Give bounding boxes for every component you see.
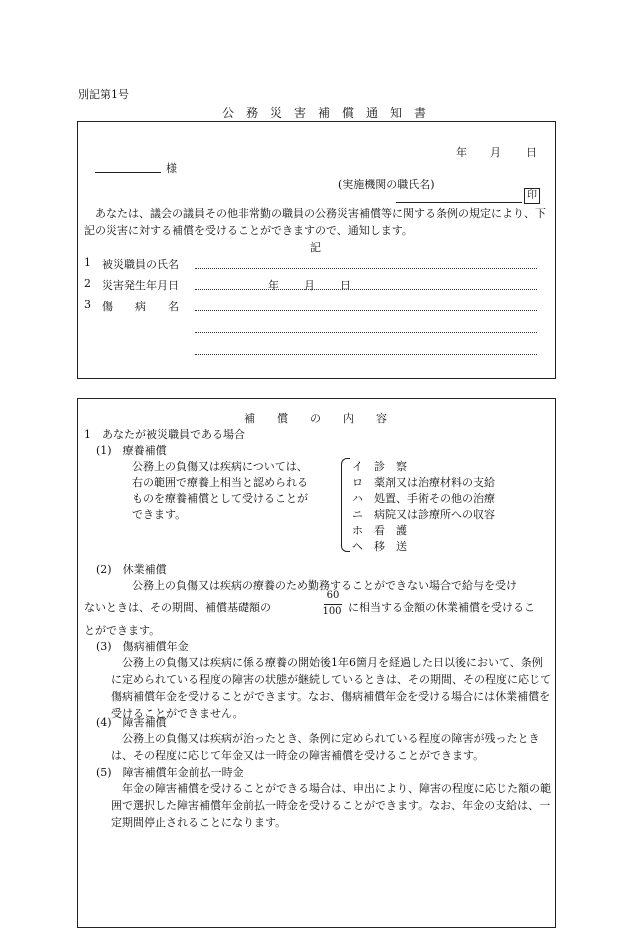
medical-list-2: ロ 薬剤又は治療材料の支給 xyxy=(352,476,495,489)
medical-list-6: ヘ 移 送 xyxy=(352,540,407,553)
fraction-bar xyxy=(324,604,342,605)
section-1-title: 1 あなたが被災職員である場合 xyxy=(84,428,245,441)
item-2-year: 年 xyxy=(268,279,279,292)
leave-line-2-before: ないときは、その期間、補償基礎額の xyxy=(84,601,271,614)
medical-list-1: イ 診 察 xyxy=(352,460,407,473)
compensation-box xyxy=(77,398,556,928)
seal-mark: 印 xyxy=(524,188,540,204)
leave-line-3: とができます。 xyxy=(84,624,161,637)
medical-title: (1) 療養補償 xyxy=(96,444,167,457)
item-2-num: 2 xyxy=(84,277,91,290)
disability-title: (4) 障害補償 xyxy=(96,716,167,729)
pension-title: (3) 傷病補償年金 xyxy=(96,640,189,653)
medical-text-1: 公務上の負傷又は疾病については、 xyxy=(132,460,308,473)
disability-text: 公務上の負傷又は疾病が治ったとき、条例に定められている程度の障害が残ったときは、その程度に応じて年金又は一時金の障害補償を受けることができます。 xyxy=(111,732,540,762)
item-3-label: 傷 病 名 xyxy=(102,300,179,313)
item-3-field-3[interactable] xyxy=(195,354,537,355)
lump-sum-title: (5) 障害補償年金前払一時金 xyxy=(96,766,244,779)
medical-list-5: ホ 看 護 xyxy=(352,524,407,537)
leave-line-1: 公務上の負傷又は疾病の療養のため勤務することができない場合で給与を受け xyxy=(132,579,517,592)
agency-label: (実施機関の職氏名) xyxy=(338,178,435,191)
lump-sum-text: 年金の障害補償を受けることができる場合は、申出により、障害の程度に応じた額の範囲で選択した障害補償年金前払一時金を受けることができます。なお、年金の支給は、一定期間停止されることになります。 xyxy=(111,782,551,829)
item-3-field-2[interactable] xyxy=(195,332,537,333)
item-2-label: 災害発生年月日 xyxy=(102,279,179,292)
leave-title: (2) 休業補償 xyxy=(96,563,167,576)
item-2-field[interactable] xyxy=(195,289,537,290)
date-year: 年 xyxy=(456,146,467,159)
notice-box xyxy=(77,121,556,379)
ki-label: 記 xyxy=(310,241,321,254)
medical-list-4: ニ 病院又は診療所への収容 xyxy=(352,508,495,521)
medical-text-2: 右の範囲で療養上相当と認められる xyxy=(132,476,308,489)
medical-list-3: ハ 処置、手術その他の治療 xyxy=(352,492,495,505)
addressee-line xyxy=(95,172,161,173)
fraction-numerator: 60 xyxy=(326,590,340,601)
item-3-field-1[interactable] xyxy=(195,310,537,311)
notice-body: あなたは、議会の議員その他非常勤の職員の公務災害補償等に関する条例の規定により、下記の災害に対する補償を受けることができますので、通知します。 xyxy=(84,207,546,237)
item-2-day: 日 xyxy=(340,279,351,292)
medical-text-3: ものを療養補償として受けることが xyxy=(132,492,308,505)
item-1-num: 1 xyxy=(84,256,91,269)
item-1-field[interactable] xyxy=(195,268,537,269)
leave-line-2-after: に相当する金額の休業補償を受けるこ xyxy=(348,601,535,614)
page-title: 公 務 災 害 補 償 通 知 書 xyxy=(222,106,427,120)
item-1-label: 被災職員の氏名 xyxy=(102,258,179,271)
fraction-denominator: 100 xyxy=(322,606,342,617)
medical-text-4: できます。 xyxy=(132,508,187,521)
medical-list-brace xyxy=(341,458,350,552)
date-day: 日 xyxy=(526,146,537,159)
date-month: 月 xyxy=(490,146,501,159)
compensation-heading: 補 償 の 内 容 xyxy=(244,412,387,425)
pension-text: 公務上の負傷又は疾病に係る療養の開始後1年6箇月を経過した日以後において、条例に定められている程度の障害の状態が継続しているときは、その期間、その程度に応じて傷病補償年金を受けることができます。なお、傷病補償年金を受ける場合には休業補償を受けることができません。 xyxy=(111,656,551,720)
form-number: 別記第1号 xyxy=(78,88,129,101)
addressee-suffix: 様 xyxy=(166,162,177,175)
item-2-month: 月 xyxy=(304,279,315,292)
item-3-num: 3 xyxy=(84,298,91,311)
agency-line xyxy=(396,202,522,203)
